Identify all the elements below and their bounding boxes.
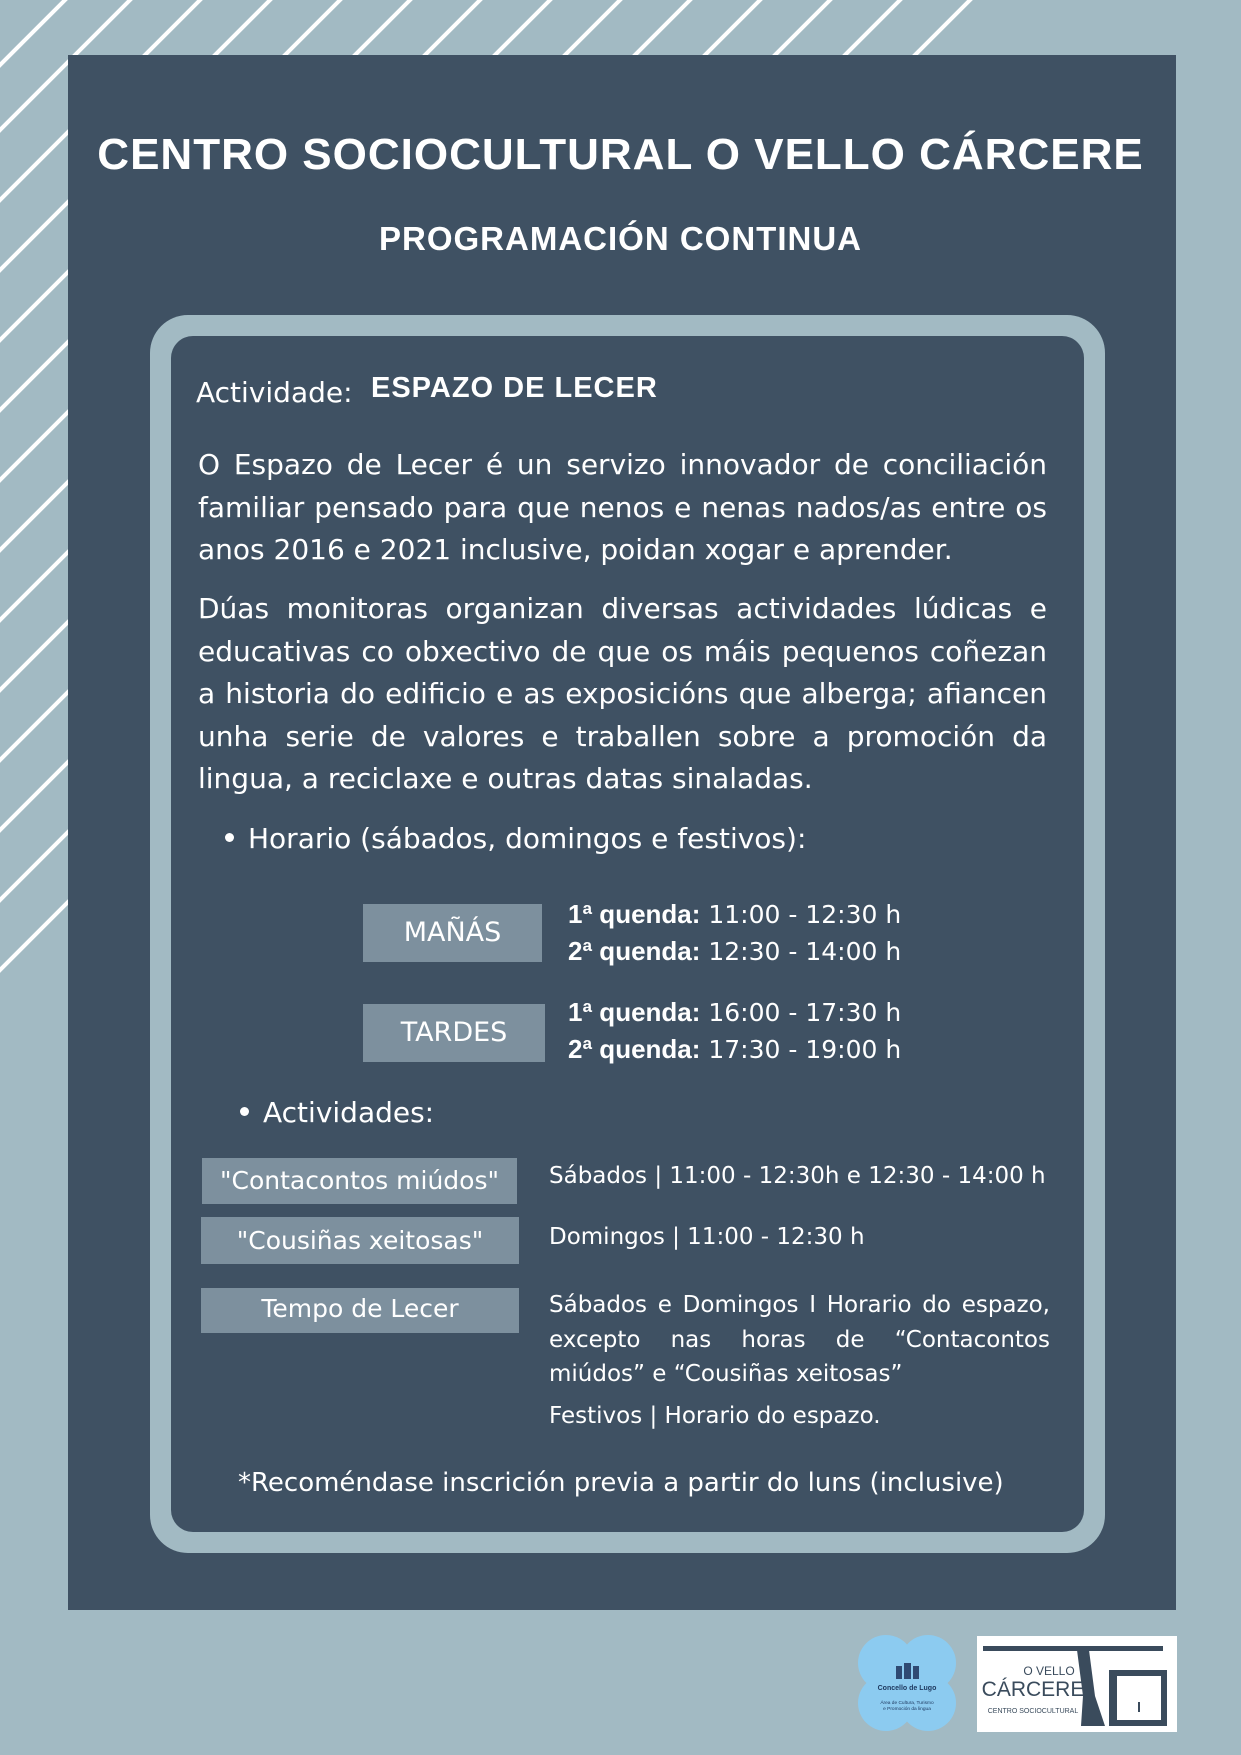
schedule-heading-text: Horario (sábados, domingos e festivos): <box>248 822 807 855</box>
activity-tag-tempo-lecer: Tempo de Lecer <box>201 1288 519 1333</box>
svg-text:e Promoción da lingua: e Promoción da lingua <box>883 1707 931 1712</box>
page-title: CENTRO SOCIOCULTURAL O VELLO CÁRCERE <box>97 130 1144 179</box>
activity-text-festivos: Festivos | Horario do espazo. <box>549 1403 881 1429</box>
activities-heading-text: Actividades: <box>263 1096 435 1129</box>
concello-lugo-logo <box>856 1633 958 1733</box>
activity-text-cousinas: Domingos | 11:00 - 12:30 h <box>549 1224 865 1250</box>
bullet-icon <box>240 1107 249 1116</box>
lugo-logo-name: Concello de Lugo <box>877 1685 937 1692</box>
schedule-heading <box>225 822 806 855</box>
description-paragraph-1: O Espazo de Lecer é un servizo innovador de conciliación familiar pensado para que nenos e nenas nados/as entre os anos 2016 e 2021 inclusive, poidan xogar e aprender. <box>198 448 1047 566</box>
shift-name: 2ª quenda: <box>568 936 701 966</box>
shift-row <box>568 933 901 970</box>
shift-time: 11:00 - 12:30 h <box>700 900 902 929</box>
activity-tag-contacontos: "Contacontos miúdos" <box>202 1158 517 1204</box>
activity-text-tempo-lecer: Sábados e Domingos I Horario do espazo, excepto nas horas de “Contacontos miúdos” e “Cousiñas xeitosas” <box>549 1292 1050 1387</box>
registration-note: *Recoméndase inscrición previa a partir do luns (inclusive) <box>238 1468 1004 1498</box>
vello-carcere-logo <box>977 1636 1177 1732</box>
shift-row <box>568 994 901 1031</box>
shift-time: 16:00 - 17:30 h <box>700 998 902 1027</box>
activity-text-contacontos: Sábados | 11:00 - 12:30h e 12:30 - 14:00 h <box>549 1163 1046 1189</box>
shift-row <box>568 1031 901 1068</box>
afternoon-shifts <box>568 994 901 1068</box>
morning-tag: MAÑÁS <box>363 904 542 962</box>
shift-time: 12:30 - 14:00 h <box>700 937 902 966</box>
carcere-logo-main: CÁRCERE <box>981 1678 1085 1701</box>
activity-tag-cousinas: "Cousiñas xeitosas" <box>201 1217 519 1264</box>
description-paragraph-2: Dúas monitoras organizan diversas actividades lúdicas e educativas co obxectivo de que os máis pequenos coñezan a historia do edificio e as exposicións que alberga; afiancen unha serie de valores e traballen sobre a promoción da lingua, a reciclaxe e outras datas sinaladas. <box>198 592 1047 795</box>
shift-row <box>568 896 901 933</box>
shift-time: 17:30 - 19:00 h <box>700 1035 902 1064</box>
bullet-icon <box>225 833 234 842</box>
morning-shifts <box>568 896 901 970</box>
activity-name: ESPAZO DE LECER <box>371 372 658 404</box>
shift-name: 1ª quenda: <box>568 997 701 1027</box>
activities-heading <box>240 1096 434 1129</box>
shift-name: 1ª quenda: <box>568 899 701 929</box>
shift-name: 2ª quenda: <box>568 1034 701 1064</box>
page-subtitle: PROGRAMACIÓN CONTINUA <box>379 220 862 257</box>
carcere-logo-top: O VELLO <box>1023 1664 1075 1678</box>
svg-text:Área de Cultura, Turismo: Área de Cultura, Turismo <box>880 1701 934 1706</box>
afternoon-tag: TARDES <box>363 1004 545 1062</box>
carcere-logo-sub: CENTRO SOCIOCULTURAL <box>987 1708 1079 1715</box>
activity-label: Actividade: <box>196 376 353 409</box>
